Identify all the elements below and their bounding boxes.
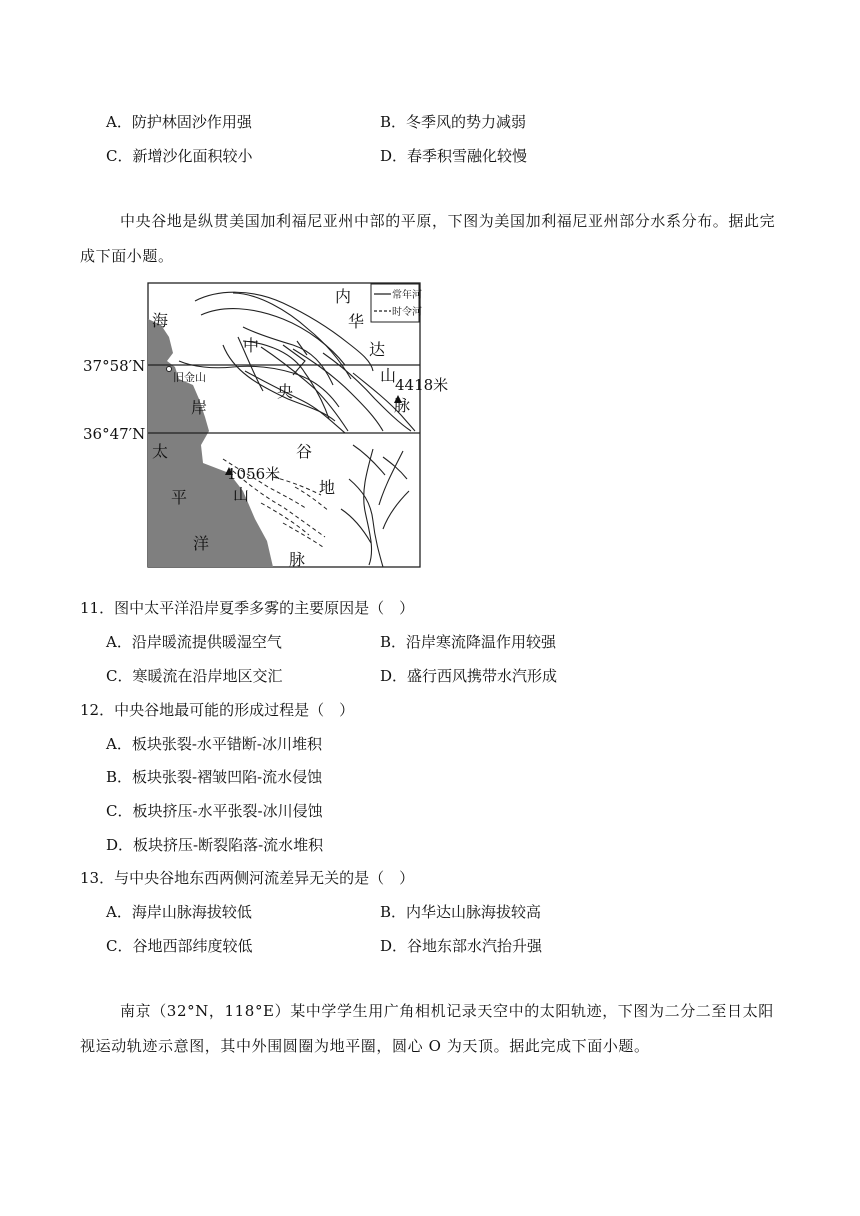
q11-option-a: A．沿岸暖流提供暖湿空气	[106, 633, 282, 651]
san-francisco-label: 旧金山	[173, 371, 206, 384]
sierra-label-2: 华	[348, 312, 365, 331]
question-12-stem: 12．中央谷地最可能的形成过程是（ ）	[80, 701, 355, 719]
option-a: A．防护林固沙作用强	[106, 113, 252, 131]
valley-label-1: 中	[243, 336, 260, 355]
san-francisco-marker	[167, 367, 172, 372]
peak-east-label: 4418米	[395, 376, 449, 394]
california-river-map	[83, 281, 449, 571]
option-d: D．春季积雪融化较慢	[380, 147, 528, 165]
option-c: C．新增沙化面积较小	[106, 147, 253, 165]
pacific-label-2: 平	[171, 488, 188, 507]
q13-option-c: C．谷地西部纬度较低	[106, 937, 253, 955]
q12-option-b: B．板块张裂-褶皱凹陷-流水侵蚀	[106, 768, 323, 786]
sierra-label-1: 内	[335, 287, 352, 306]
coast-range-label-2: 脉	[289, 550, 306, 569]
question-13-stem: 13．与中央谷地东西两侧河流差异无关的是（ ）	[80, 869, 415, 887]
legend-perennial-label: 常年河	[392, 290, 422, 301]
passage-central-valley: 中央谷地是纵贯美国加利福尼亚州中部的平原，下图为美国加利福尼亚州部分水系分布。据此完成下面小题。	[80, 212, 776, 265]
q13-option-d: D．谷地东部水汽抬升强	[380, 937, 543, 955]
q13-option-b: B．内华达山脉海拔较高	[380, 903, 542, 921]
pacific-label-3: 洋	[193, 534, 210, 553]
passage-nanjing-sun-path: 南京（32°N，118°E）某中学学生用广角相机记录天空中的太阳轨迹，下图为二分二至日太阳视运动轨迹示意图，其中外围圆圈为地平圈，圆心 O 为天顶。据此完成下面小题。	[80, 1002, 774, 1055]
coast-range-label-1: 山	[233, 485, 250, 504]
q12-option-a: A．板块张裂-水平错断-冰川堆积	[106, 735, 322, 753]
coast-label-2: 岸	[191, 398, 208, 417]
sierra-label-3: 达	[369, 340, 386, 359]
valley-label-3: 谷	[296, 442, 313, 461]
lat-label-1: 37°58′N	[83, 357, 146, 375]
question-11-stem: 11．图中太平洋沿岸夏季多雾的主要原因是（ ）	[80, 599, 415, 617]
sierra-label-5: 脉	[394, 396, 411, 415]
sierra-label-4: 山	[380, 366, 397, 385]
q11-option-b: B．沿岸寒流降温作用较强	[380, 633, 557, 651]
q12-option-c: C．板块挤压-水平张裂-冰川侵蚀	[106, 802, 323, 820]
coast-label-1: 海	[152, 311, 169, 330]
q12-option-d: D．板块挤压-断裂陷落-流水堆积	[106, 836, 324, 854]
lat-label-2: 36°47′N	[83, 425, 146, 443]
q11-option-d: D．盛行西风携带水汽形成	[380, 667, 558, 685]
pacific-label-1: 太	[152, 442, 169, 461]
valley-label-2: 央	[277, 382, 294, 401]
q13-option-a: A．海岸山脉海拔较低	[106, 903, 252, 921]
valley-label-4: 地	[319, 478, 336, 497]
peak-west-label: 1056米	[227, 465, 281, 483]
q11-option-c: C．寒暖流在沿岸地区交汇	[106, 667, 283, 685]
legend-seasonal-label: 时令河	[392, 307, 422, 318]
option-b: B．冬季风的势力减弱	[380, 113, 527, 131]
